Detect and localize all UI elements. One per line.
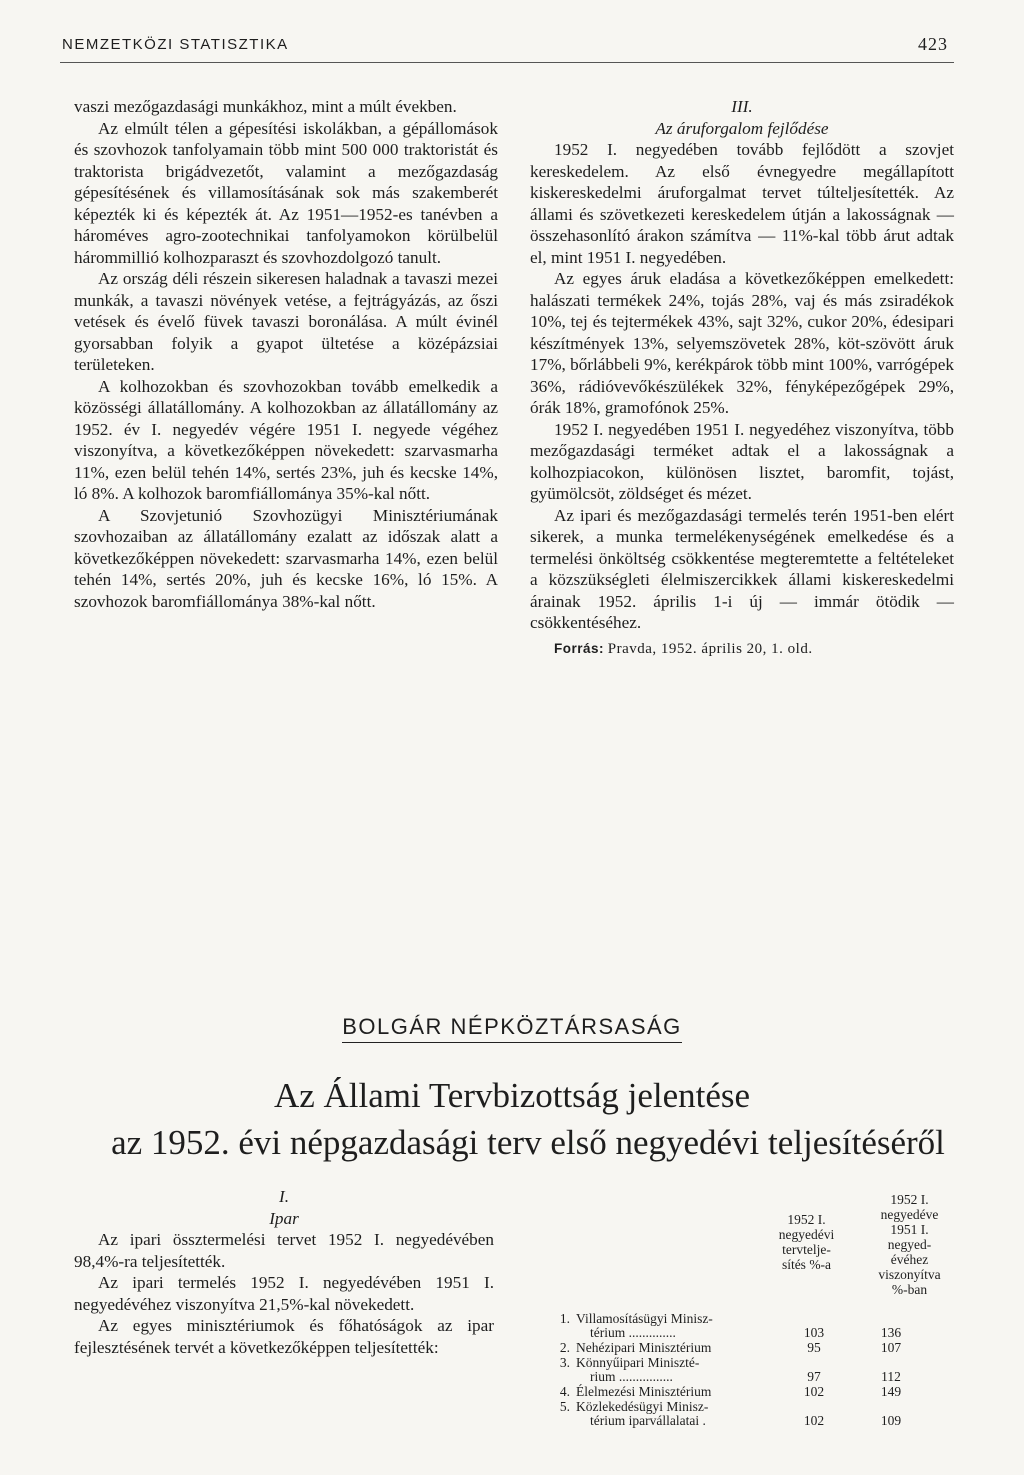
paragraph: Az ipari és mezőgazdasági termelés terén 1951-ben elért sikerek, a munka termelékenységének emelkedése és a termelési önköltség csökkentése megteremtette a feltételeket a közszükségleti élelmiszercikkek állami kiskereskedelmi árainak 1952. április 1-i új — immár ötödik — csökkentéséhez.	[530, 505, 954, 632]
section-number: III.	[731, 97, 753, 116]
running-header-title: NEMZETKÖZI STATISZTIKA	[62, 36, 289, 53]
section-number: I.	[278, 1187, 290, 1206]
paragraph: Az ipari termelés 1952 I. negyedévében 1951 I. negyedévéhez viszonyítva 21,5%-kal növekedett.	[74, 1273, 494, 1314]
source-line	[530, 638, 954, 661]
paragraph: Az egyes minisztériumok és főhatóságok az ipar fejlesztésének tervét a következőképpen teljesítették:	[74, 1316, 494, 1357]
source-text: Pravda, 1952. április 20, 1. old.	[607, 640, 813, 657]
header-rule	[60, 62, 954, 63]
paragraph: Az egyes áruk eladása a következőképpen emelkedett: halászati termékek 24%, tojás 28%, vaj és más zsiradékok 10%, tej és tejtermékek 43%, sajt 32%, cukor 20%, édesipari készítmények 13%, selyemszövetek 28%, köt-szövött áruk 17%, bőrlábbeli 9%, kerékpárok több mint 100%, varrógépek 36%, rádióvevőkészülékek 32%, fényképezőgépek 29%, órák 18%, gramofónok 25%.	[530, 269, 954, 417]
bottom-left-column	[74, 1186, 494, 1358]
paragraph: vaszi mezőgazdasági munkákhoz, mint a múlt években.	[74, 97, 457, 116]
paragraph: A kolhozokban és szovhozokban tovább emelkedik a közösségi állatállomány. A kolhozokban az állatállomány az 1952. év I. negyedév végére 1951 I. negyede végéhez viszonyítva, a következőképpen növekedett: szarvasmarha 11%, ezen belül tehén 14%, sertés 23%, juh és kecske 14%, ló 8%. A kolhozok baromfiállománya 35%-kal nőtt.	[74, 376, 498, 503]
paragraph: Az elmúlt télen a gépesítési iskolákban, a gépállomások és szovhozok tanfolyamain több mint 500 000 traktoristát és traktorista brigádvezetőt, valamint a mezőgazdaság gépesítésének és villamosításának sok más szakemberét képezték ki és képezték át. Az 1951—1952-es tanévben a hároméves agro-zootechnikai tanfolyamokon körülbelül hárommillió kolhozparaszt és szovhozdolgozó tanult.	[74, 118, 498, 267]
section-title: Ipar	[269, 1208, 299, 1228]
source-label: Forrás:	[554, 640, 605, 656]
main-title-line2: az 1952. évi népgazdasági terv első negyedévi teljesítéséről	[111, 1123, 945, 1162]
paragraph: Az ipari össztermelési tervet 1952 I. negyedévében 98,4%-ra teljesítették.	[74, 1230, 494, 1271]
country-heading	[0, 1014, 1024, 1040]
page-number: 423	[918, 34, 948, 54]
left-column	[74, 96, 498, 612]
right-column	[530, 96, 954, 660]
paragraph: 1952 I. negyedében 1951 I. negyedéhez viszonyítva, több mezőgazdasági terméket adtak el a lakosságnak a kolhozpiacokon, különösen lisztet, baromfit, tojást, gyümölcsöt, zöldséget és mézet.	[530, 419, 954, 503]
paragraph: A Szovjetunió Szovhozügyi Minisztériumának szovhozaiban az állatállomány ezalatt az időszak alatt a következőképpen növekedett: szarvasmarha 14%, ezen belül tehén 14%, sertés 20%, juh és kecske 16%, ló 15%. A szovhozok baromfiállománya 38%-kal nőtt.	[74, 505, 498, 611]
section-title: Az áruforgalom fejlődése	[655, 118, 829, 138]
table-header-plan: 1952 I. negyedévi tervtelje- sítés %-a	[778, 1212, 835, 1272]
paragraph: 1952 I. negyedében tovább fejlődött a szovjet kereskedelem. Az első évnegyedre megállapított kiskereskedelmi áruforgalmat tervet túlteljesítették. Az állami és szövetkezeti kereskedelem útján a lakosságnak — összehasonlító árakon számítva — 11%-kal több árut adtak el, mint 1951 I. negyedében.	[530, 140, 954, 267]
table-header-comparison: 1952 I. negyedéve 1951 I. negyed- évéhez viszonyítva %-ban	[878, 1192, 941, 1297]
country-heading-text: BOLGÁR NÉPKÖZTÁRSASÁG	[342, 1014, 682, 1043]
paragraph: Az ország déli részein sikeresen haladnak a tavaszi mezei munkák, a tavaszi növények vetése, a fejtrágyázás, az őszi vetések és évelő füvek tavaszi boronálása. A múlt évinél gyorsabban folyik a gyapot ültetése a középázsiai területeken.	[74, 269, 498, 374]
main-title-line1: Az Állami Tervbizottság jelentése	[273, 1076, 751, 1115]
